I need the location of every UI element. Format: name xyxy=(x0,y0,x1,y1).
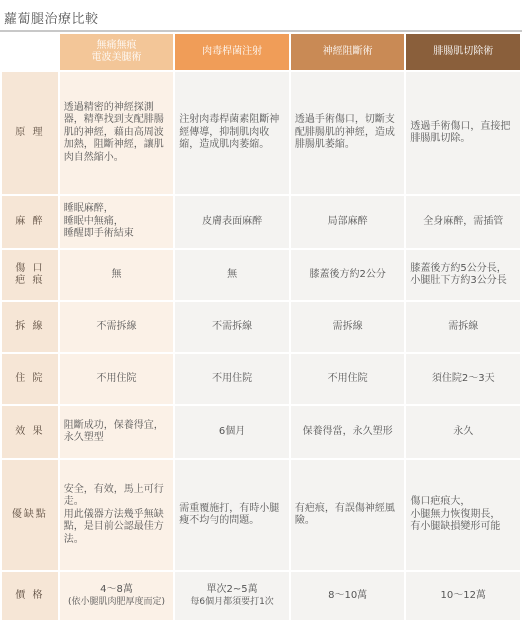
cell-line: 膝蓋後方約5公分長， xyxy=(410,262,507,274)
table-cell: 注射肉毒桿菌素阻斷神經傳導，抑制肌肉收縮，造成肌肉萎縮。 xyxy=(175,72,289,194)
row-label: 拆 線 xyxy=(2,302,58,352)
table-cell: 局部麻醉 xyxy=(291,196,405,248)
column-header-line: 電波美腿術 xyxy=(91,52,142,63)
row-label: 價 格 xyxy=(2,572,58,620)
table-row xyxy=(2,572,520,620)
table-cell: 10〜12萬 xyxy=(406,572,520,620)
cell-line: 傷口疤痕大， xyxy=(410,496,471,508)
cell-line: 小腿肚下方約3公分長 xyxy=(410,275,507,286)
table-cell xyxy=(175,572,289,620)
table-cell: 須住院2〜3天 xyxy=(406,354,520,404)
table-cell: 需拆線 xyxy=(291,302,405,352)
table-row xyxy=(2,406,520,458)
cell-line: 4〜8萬 xyxy=(100,583,133,595)
table-cell: 阻斷成功，保養得宜，永久塑型 xyxy=(60,406,174,458)
table-cell: 永久 xyxy=(406,406,520,458)
table-cell: 不用住院 xyxy=(60,354,174,404)
header-corner xyxy=(2,34,58,70)
cell-line: 安全，有效，馬上可行走。 xyxy=(63,483,164,508)
table-cell xyxy=(406,460,520,570)
column-header xyxy=(60,34,174,70)
table-cell: 透過手術傷口，直接把腓腸肌切除。 xyxy=(406,72,520,194)
cell-line: 睡眠麻醉， xyxy=(63,203,114,215)
comparison-table xyxy=(0,32,522,622)
table-row xyxy=(2,250,520,300)
table-cell: 透過精密的神經探測器，精準找到支配腓腸肌的神經，藉由高周波加熱，阻斷神經，讓肌肉自然縮小。 xyxy=(60,72,174,194)
row-label-line: 疤 痕 xyxy=(15,275,45,286)
table-cell xyxy=(60,572,174,620)
table-cell: 不需拆線 xyxy=(60,302,174,352)
row-label: 住 院 xyxy=(2,354,58,404)
table-cell: 保養得當，永久塑形 xyxy=(291,406,405,458)
column-header: 腓腸肌切除術 xyxy=(406,34,520,70)
cell-line: 單次2~5萬 xyxy=(206,583,258,595)
table-cell: 膝蓋後方約2公分 xyxy=(291,250,405,300)
header-row xyxy=(2,34,520,70)
column-header-line: 無痛無痕 xyxy=(96,39,137,51)
table-cell: 有疤痕，有誤傷神經風險。 xyxy=(291,460,405,570)
table-cell: 6個月 xyxy=(175,406,289,458)
cell-line: 睡眠中無痛， xyxy=(63,215,124,227)
table-cell: 需重覆施打，有時小腿瘦不均勻的問題。 xyxy=(175,460,289,570)
table-cell: 需拆線 xyxy=(406,302,520,352)
cell-line: 小腿無力恢復期長， xyxy=(410,508,501,520)
column-header: 神經阻斷術 xyxy=(291,34,405,70)
table-cell: 不用住院 xyxy=(291,354,405,404)
cell-line: 用此儀器方法幾乎無缺點，是目前公認最佳方法。 xyxy=(63,508,164,545)
table-cell: 不用住院 xyxy=(175,354,289,404)
cell-line: (依小腿肌肉肥厚度而定) xyxy=(68,597,166,608)
table-row xyxy=(2,354,520,404)
row-label: 原 理 xyxy=(2,72,58,194)
table-cell xyxy=(60,196,174,248)
table-cell: 全身麻醉，需插管 xyxy=(406,196,520,248)
cell-line: 有小腿缺損變形可能 xyxy=(410,521,501,533)
row-label xyxy=(2,250,58,300)
row-label-line: 傷 口 xyxy=(15,262,45,274)
row-label: 效 果 xyxy=(2,406,58,458)
cell-line: 睡醒即手術結束 xyxy=(63,228,134,240)
page-title: 蘿蔔腿治療比較 xyxy=(4,12,99,27)
table-cell: 不需拆線 xyxy=(175,302,289,352)
table-cell: 8〜10萬 xyxy=(291,572,405,620)
table-row xyxy=(2,302,520,352)
table-row xyxy=(2,460,520,570)
column-header: 肉毒桿菌注射 xyxy=(175,34,289,70)
table-row xyxy=(2,196,520,248)
row-label: 優缺點 xyxy=(2,460,58,570)
table-cell: 無 xyxy=(60,250,174,300)
table-cell xyxy=(60,460,174,570)
table-cell: 皮膚表面麻醉 xyxy=(175,196,289,248)
table-row xyxy=(2,72,520,194)
row-label: 麻 醉 xyxy=(2,196,58,248)
table-cell: 無 xyxy=(175,250,289,300)
cell-line: 每6個月都須要打1次 xyxy=(190,597,274,608)
table-cell: 透過手術傷口，切斷支配腓腸肌的神經，造成腓腸肌萎縮。 xyxy=(291,72,405,194)
table-cell xyxy=(406,250,520,300)
